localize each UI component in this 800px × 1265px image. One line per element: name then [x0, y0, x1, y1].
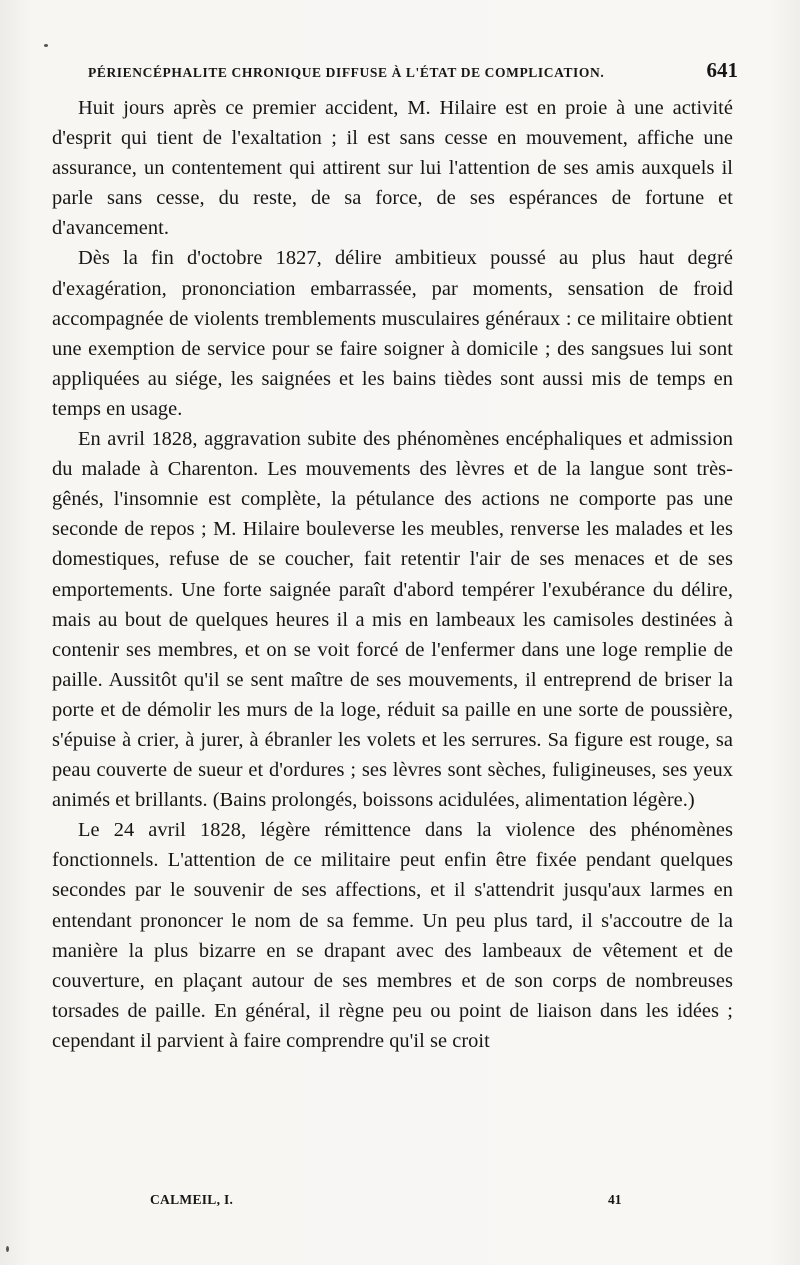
- paragraph: Le 24 avril 1828, légère rémittence dans la violence des phénomènes fonctionnels. L'attention de ce militaire peut enfin être fixée pendant quelques secondes par le souvenir de ses affections, et il s'attendrit jusqu'aux larmes en entendant prononcer le nom de sa femme. Un peu plus tard, il s'accoutre de la manière la plus bizarre en se drapant avec des lambeaux de vêtement et de couverture, en plaçant autour de ses membres et de son corps de nombreuses torsades de paille. En général, il règne peu ou point de liaison dans les idées ; cependant il parvient à faire comprendre qu'il se croit: [52, 819, 733, 1052]
- running-title: PÉRIENCÉPHALITE CHRONIQUE DIFFUSE À L'ÉTAT DE COMPLICATION.: [88, 65, 605, 80]
- page-footer: [150, 1192, 630, 1214]
- ink-speck: [6, 1246, 9, 1252]
- paragraph: Dès la fin d'octobre 1827, délire ambitieux poussé au plus haut degré d'exagération, prononciation embarrassée, par moments, sensation de froid accompagnée de violents tremblements musculaires généraux : ce militaire obtient une exemption de service pour se faire soigner à domicile ; des sangsues lui sont appliquées au siége, les saignées et les bains tièdes sont aussi mis de temps en temps en usage.: [52, 247, 733, 420]
- running-header: [88, 58, 738, 88]
- sheet-number: 41: [608, 1192, 622, 1207]
- paragraph: En avril 1828, aggravation subite des phénomènes encéphaliques et admission du malade à Charenton. Les mouvements des lèvres et de la langue sont très-gênés, l'insomnie est complète, la pétulance des actions ne comporte pas une seconde de repos ; M. Hilaire bouleverse les meubles, renverse les malades et les domestiques, refuse de se coucher, fait retentir l'air de ses menaces et de ses emportements. Une forte saignée paraît d'abord tempérer l'exubérance du délire, mais au bout de quelques heures il a mis en lambeaux les camisoles destinées à contenir ses membres, et on se voit forcé de l'enfermer dans une loge remplie de paille. Aussitôt qu'il se sent maître de ses mouvements, il entreprend de briser la porte et de démolir les murs de la loge, réduit sa paille en une sorte de poussière, s'épuise à crier, à jurer, à ébranler les volets et les serrures. Sa figure est rouge, sa peau couverte de sueur et d'ordures ; ses lèvres sont sèches, fuligineuses, ses yeux animés et brillants. (Bains prolongés, boissons acidulées, alimentation légère.): [52, 428, 733, 812]
- footer-signature: CALMEIL, I.: [150, 1192, 234, 1207]
- page-number: 641: [706, 58, 738, 82]
- paragraph: Huit jours après ce premier accident, M. Hilaire est en proie à une activité d'esprit qui tient de l'exaltation ; il est sans cesse en mouvement, affiche une assurance, un contentement qui attirent sur lui l'attention de ses amis auxquels il parle sans cesse, du reste, de sa force, de ses espérances de fortune et d'avancement.: [52, 97, 733, 240]
- ink-speck: [44, 44, 48, 47]
- body-text: [52, 93, 733, 1056]
